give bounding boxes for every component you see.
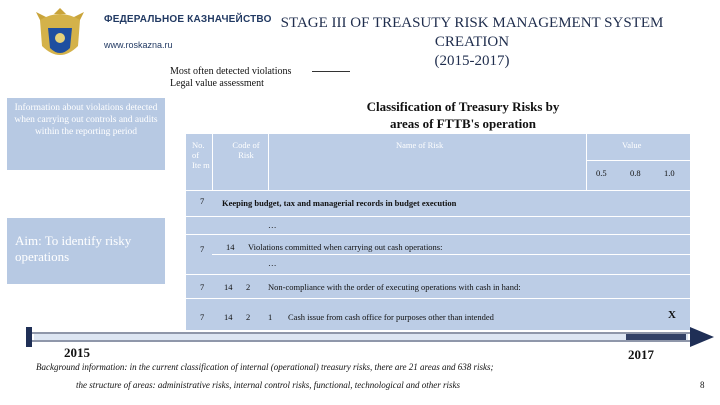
aim-panel — [7, 218, 165, 284]
table-row-1-item: 7 — [200, 196, 205, 206]
table-row-4-mark: X — [668, 309, 676, 321]
table-row-3-sub: 2 — [246, 282, 251, 292]
info-panel — [7, 98, 165, 170]
timeline-end-year: 2017 — [628, 347, 654, 362]
header-divider — [268, 134, 269, 190]
structure-text: the structure of areas: administrative risks, internal control risks, functional, technological and other risks — [76, 380, 460, 390]
callout-line2: Legal value assessment — [170, 78, 264, 89]
risk-table — [186, 134, 690, 330]
table-ellipsis-1: … — [268, 220, 277, 230]
table-row-3-item: 7 — [200, 282, 205, 292]
table-row-3-code: 14 — [224, 282, 233, 292]
row-divider — [186, 298, 690, 299]
treasury-emblem-icon — [32, 6, 88, 66]
header-value: Value — [622, 140, 642, 150]
table-row-4-sub2: 1 — [268, 312, 273, 322]
timeline-start-year: 2015 — [64, 345, 90, 360]
header-divider — [586, 134, 587, 190]
header-divider — [212, 134, 213, 190]
row-divider — [186, 274, 690, 275]
info-panel-text: Information about violations detected when carrying out controls and audits within the reporting period — [14, 103, 158, 137]
value-col-0-5: 0.5 — [596, 168, 607, 178]
aim-panel-text: Aim: To identify risky operations — [15, 233, 132, 264]
table-row-4-item: 7 — [200, 312, 205, 322]
timeline-arrow — [26, 325, 714, 349]
table-row-4-sub: 2 — [246, 312, 251, 322]
callout-connector — [312, 71, 350, 72]
page-title — [262, 14, 682, 71]
value-col-0-8: 0.8 — [630, 168, 641, 178]
table-row-3-name: Non-compliance with the order of executing operations with cash in hand: — [268, 282, 521, 292]
table-row-4-code: 14 — [224, 312, 233, 322]
org-name: ФЕДЕРАЛЬНОЕ КАЗНАЧЕЙСТВО — [104, 14, 272, 25]
classification-title: Classification of Treasury Risks by areas of FTTB's operation — [366, 99, 560, 131]
callout-line1: Most often detected violations — [170, 66, 292, 77]
header-risk-code: Code of Risk — [232, 140, 260, 160]
table-row-4-name: Cash issue from cash office for purposes other than intended — [288, 312, 494, 322]
title-text: STAGE III OF TREASUTY RISK MANAGEMENT SYSTEM CREATION — [280, 15, 664, 50]
title-period: (2015-2017) — [434, 53, 510, 69]
row-divider — [212, 254, 690, 255]
table-ellipsis-2: … — [268, 258, 277, 268]
value-col-1-0: 1.0 — [664, 168, 675, 178]
page-number: 8 — [700, 380, 705, 390]
header-risk-name: Name of Risk — [396, 140, 444, 150]
background-info: Background information: in the current classification of internal (operational) treasury risks, there are 21 areas and 638 risks; — [36, 362, 494, 372]
table-row-2-code: 14 — [226, 242, 235, 252]
header-item-no: No. of Ite m — [192, 140, 210, 170]
callout — [170, 66, 291, 90]
org-url[interactable]: www.roskazna.ru — [104, 40, 173, 50]
header-divider — [586, 160, 690, 161]
table-row-2-item: 7 — [200, 244, 205, 254]
row-divider — [186, 216, 690, 217]
table-row-2-name: Violations committed when carrying out cash operations: — [248, 242, 443, 252]
table-row-1-name: Keeping budget, tax and managerial records in budget execution — [222, 198, 457, 208]
row-divider — [186, 234, 690, 235]
header-divider — [186, 190, 690, 191]
